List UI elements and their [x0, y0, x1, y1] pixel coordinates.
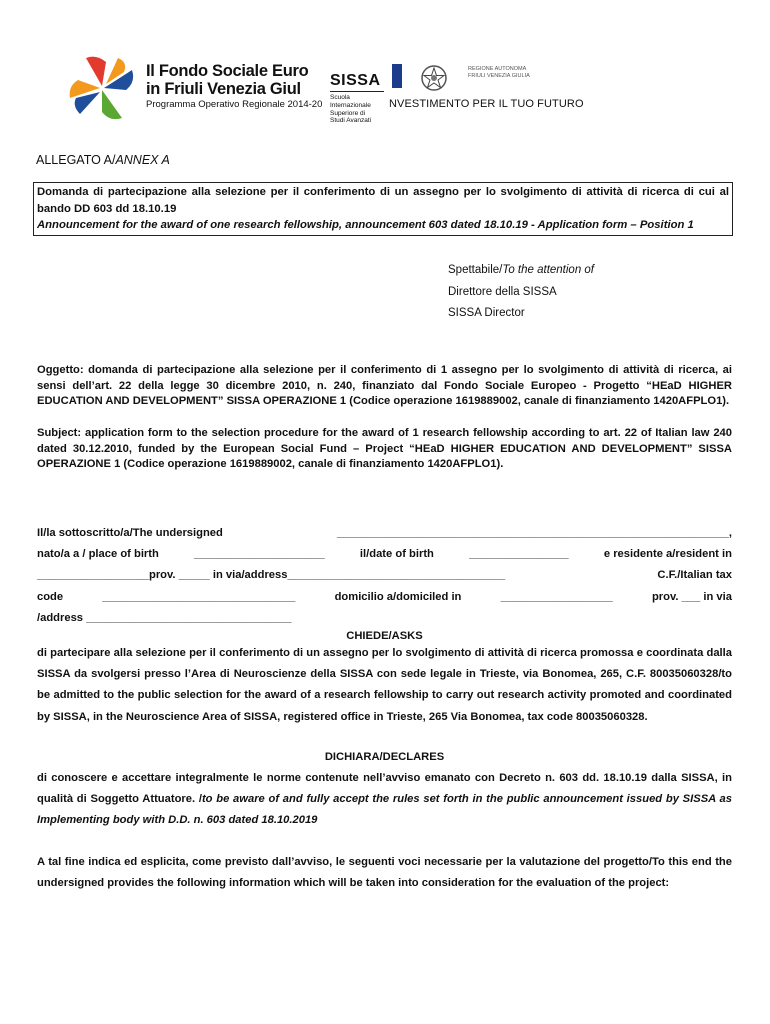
label-prov-via: prov. ___ in via: [651, 590, 732, 603]
heading-en: Announcement for the award of one research fellowship, announcement 603 dated 18.10.19 - Application form – Position 1: [37, 219, 694, 231]
form-row-domicile: [37, 587, 732, 608]
recipient-line1: [448, 264, 594, 276]
eu-flag-icon: [392, 64, 402, 88]
annex-title: [36, 153, 170, 167]
sissa-sub-line: Superiore di: [330, 109, 366, 117]
region-line: REGIONE AUTONOMA: [468, 66, 527, 72]
field-place-of-birth[interactable]: _____________________: [194, 548, 325, 561]
sissa-sub-line: Scuola: [330, 94, 350, 101]
form-row-name: [37, 523, 732, 544]
heading-it: Domanda di partecipazione alla selezione per il conferimento di un assegno per lo svolgimento di attività di ricerca di cui al bando DD 603 dd 18.10.19: [37, 186, 729, 215]
field-undersigned[interactable]: _______________________________________________________________,: [336, 527, 732, 539]
field-residence-address[interactable]: __________________prov. _____ in via/address___________________________________: [37, 569, 506, 582]
invest-slogan: NVESTIMENTO PER IL TUO FUTURO: [389, 98, 584, 110]
form-row-domicile-address: [37, 608, 732, 629]
italian-emblem-icon: [419, 63, 449, 93]
region-line: FRIULI VENEZIA GIULIA: [468, 73, 530, 79]
dichiara-en: to be aware of and fully accept the rules set forth in the public announcement issued by SISSA as Implementing body with D.D. n. 603 dated 18.10.2019: [37, 793, 732, 827]
sissa-sub-line: Internazionale: [330, 101, 371, 109]
sissa-sub-line: Studi Avanzati: [330, 117, 372, 125]
field-domiciled-in[interactable]: __________________: [500, 590, 613, 603]
label-domiciled-in: domicilio a/domiciled in: [334, 590, 462, 603]
field-date-of-birth[interactable]: ________________: [469, 548, 569, 561]
annex-title-en: ANNEX A: [115, 153, 170, 167]
annex-title-it: ALLEGATO A/: [36, 153, 116, 167]
chiede-paragraph: di partecipare alla selezione per il conferimento di un assegno per lo svolgimento di attività di ricerca promossa e coordinata dalla SISSA da svolgersi presso l’Area di Neuroscienze della SISSA con sede legale in Trieste, via Bonomea, 265, C.F. 80035060328/to be admitted to the public selection for the award of a research fellowship to carry out research activity promoted and coordinated by SISSA, in the Neuroscience Area of SISSA, registered office in Trieste, 265 Via Bonomea, tax code 80035060328.: [37, 647, 732, 723]
application-heading-box: [33, 182, 733, 236]
fse-logo-icon: [66, 52, 138, 124]
fse-logo-text: [146, 62, 322, 111]
sissa-logo-name: SISSA: [330, 72, 384, 92]
chiede-heading: CHIEDE/ASKS: [346, 630, 423, 642]
fse-program: Programma Operativo Regionale 2014-20: [146, 99, 323, 110]
fse-title-line2: in Friuli Venezia Giul: [146, 80, 301, 98]
recipient-spettabile: Spettabile/: [448, 264, 503, 276]
fse-title-line1: Il Fondo Sociale Euro: [146, 62, 309, 80]
form-row-address: [37, 565, 732, 586]
recipient-line3: SISSA Director: [448, 307, 525, 319]
label-date-of-birth: il/date of birth: [359, 548, 434, 561]
dichiara-it: di conoscere e accettare integralmente le norme contenute nell’avviso emanato con Decreto n. 603 dd. 18.10.19 dalla SISSA, in qualità di Soggetto Attuatore. /: [37, 772, 732, 806]
label-undersigned: Il/la sottoscritto/a/The undersigned: [37, 527, 223, 539]
oggetto-paragraph: Oggetto: domanda di partecipazione alla selezione per il conferimento di 1 assegno per lo svolgimento di attività di ricerca, ai sensi dell’art. 22 della legge 30 dicembre 2010, n. 240, finanziato dal Fondo Sociale Europeo - Progetto “HEaD HIGHER EDUCATION AND DEVELOPMENT” SISSA OPERAZIONE 1 (Codice operazione 1619889002, canale di finanziamento 1420AFPLO1).: [37, 364, 732, 407]
field-tax-code[interactable]: _______________________________: [102, 590, 296, 603]
final-paragraph: A tal fine indica ed esplicita, come previsto dall’avviso, le seguenti voci necessarie per la valutazione del progetto/To this end the undersigned provides the following information which will be taken into consideration for the evaluation of the project:: [37, 856, 732, 890]
label-tax-code: C.F./Italian tax: [657, 569, 732, 582]
dichiara-heading: DICHIARA/DECLARES: [324, 751, 445, 763]
region-logo-text: [468, 66, 530, 80]
label-resident-in: e residente a/resident in: [603, 548, 732, 561]
dichiara-paragraph: [37, 768, 732, 832]
label-place-of-birth: nato/a a / place of birth: [37, 548, 159, 561]
personal-data-form: [37, 523, 732, 629]
field-domicile-address[interactable]: /address _________________________________: [37, 611, 292, 624]
recipient-line2: Direttore della SISSA: [448, 286, 557, 298]
recipient-attention: To the attention of: [502, 264, 595, 276]
subject-paragraph: Subject: application form to the selection procedure for the award of 1 research fellowship according to art. 22 of Italian law 240 dated 30.12.2010, funded by the European Social Fund – Project “HEaD HIGHER EDUCATION AND DEVELOPMENT” SISSA OPERAZIONE 1 (Codice operazione 1619889002, canale di finanziamento 1420AFPLO1).: [37, 427, 732, 470]
sissa-logo: [330, 72, 384, 125]
label-code: code: [37, 590, 64, 603]
form-row-birth: [37, 544, 732, 565]
sissa-logo-sub: [330, 94, 384, 125]
